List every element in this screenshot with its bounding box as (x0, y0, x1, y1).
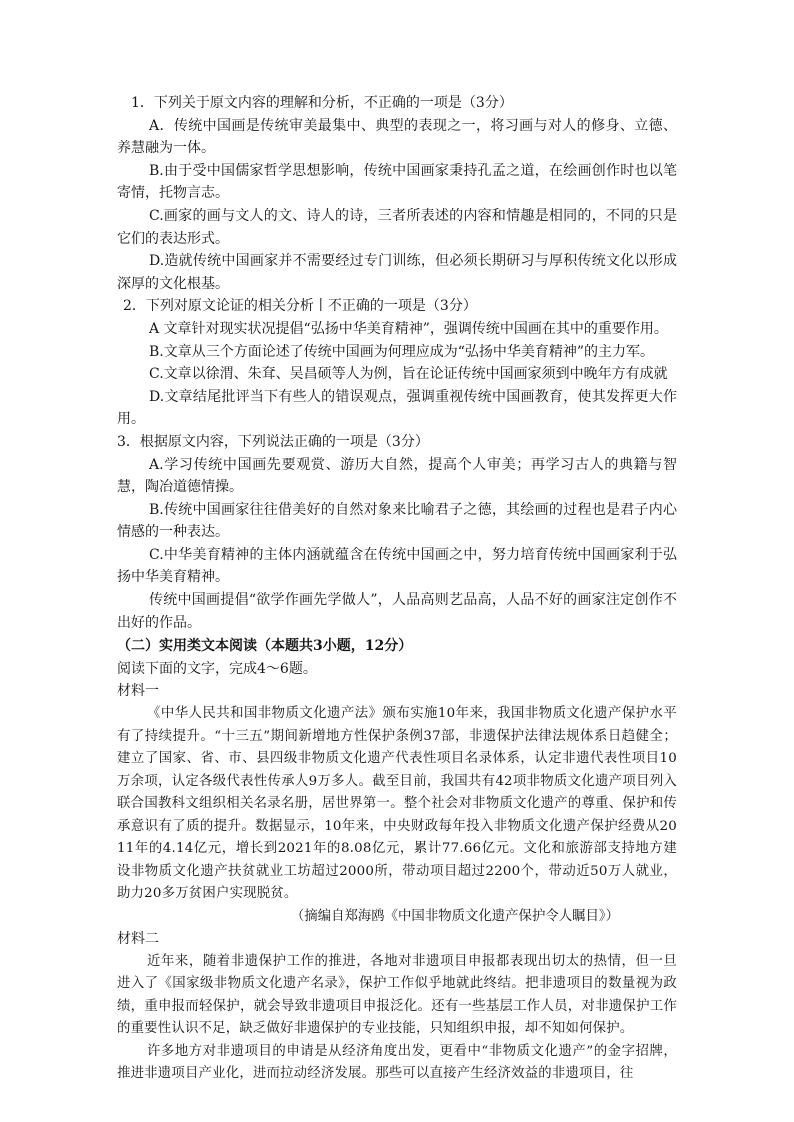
material-2-paragraph-2: 许多地方对非遗项目的申请是从经济角度出发，更看中“非物质文化遗产”的金字招牌，推进非遗项目产业化，进而拉动经济发展。那些可以直接产生经济效益的非遗项目，往 (117, 1043, 677, 1082)
question-2-option-b: B.文章从三个方面论述了传统中国画为何理应成为“弘扬中华美育精神”的主力军。 (149, 343, 655, 360)
material-1-source: （摘编自郑海鸥《中国非物质文化遗产保护令人瞩目》） (290, 908, 619, 924)
question-2-option-d: D.文章结尾批评当下有些人的错误观点，强调重视传统中国画教育，使其发挥更大作用。 (117, 388, 677, 428)
question-3 (117, 431, 677, 634)
question-2-stem: 2．下列对原文论证的相关分析丨不正确的一项是（3分） (123, 298, 477, 315)
section-title: （二）实用类文本阅读（本题共3小题，12分） (117, 638, 413, 655)
question-3-option-b: B.传统中国画家往往借美好的自然对象来比喻君子之德，其绘画的过程也是君子内心情感的一种表达。 (117, 501, 677, 541)
question-1-option-b: B.由于受中国儒家哲学思想影响，传统中国画家秉持孔孟之道，在绘画创作时也以笔寄情，托物言志。 (117, 162, 677, 202)
page-content (117, 92, 677, 1086)
question-3-option-d: 传统中国画提倡“欲学作画先学做人”，人品高则艺品高，人品不好的画家注定创作不出好的作品。 (117, 592, 677, 631)
section-instruction: 阅读下面的文字，完成4～6题。 (117, 660, 317, 677)
question-2 (117, 295, 677, 431)
material-2-paragraph-1: 近年来，随着非遗保护工作的推进，各地对非遗项目申报都表现出切太的热情，但一旦进入了《国家级非物质文化遗产名录》，保护工作似乎地就此终结。把非遗项目的数量视为政绩，重申报而轻保护，就会导致非遗项目申报泛化。还有一些基层工作人员，对非遗保护工作的重要性认识不足，缺乏做好非遗保护的专业技能，只知组织申报，却不知如何保护。 (117, 953, 677, 1037)
question-1-option-a: A．传统中国画是传统审美最集中、典型的表现之一，将习画与对人的修身、立德、养慧融为一体。 (117, 117, 677, 157)
question-1-option-d: D.造就传统中国画家并不需要经过专门训练，但必须长期研习与厚积传统文化以形成深厚的文化根基。 (117, 253, 677, 292)
question-3-option-c: C.中华美育精神的主体内涵就蕴含在传统中国画之中，努力培育传统中国画家利于弘扬中华美育精神。 (117, 546, 677, 586)
question-1 (117, 92, 677, 295)
question-1-option-c: C.画家的画与文人的文、诗人的诗，三者所表述的内容和情趣是相同的，不同的只是它们的表达形式。 (117, 207, 677, 247)
question-2-option-c: C.文章以徐渭、朱耷、吴昌硕等人为例，旨在论证传统中国画家须到中晚年方有成就 (149, 366, 668, 383)
material-1-text: 《中华人民共和国非物质文化遗产法》颁布实施10年来，我国非物质文化遗产保护水平有了持续提升。“十三五”期间新增地方性保护条例37部，非遗保护法律法规体系日趋健全；建立了国家、省、市、县四级非物质文化遗产代表性项目名录体系，认定非遗代表性项目10万余项，认定各级代表性传承人9万多人。截至目前，我国共有42项非物质文化遗产项目列入联合国教科文组织相关名录名册，居世界第一。整个社会对非物质文化遗产的尊重、保护和传承意识有了质的提升。数据显示，10年来，中央财政每年投入非物质文化遗产保护经费从2011年的4.14亿元，增长到2021年的8.08亿元，累计77.66亿元。文化和旅游部支持地方建设非物质文化遗产扶贫就业工坊超过2000所，带动项目超过2200个，带动近50万人就业，助力20多万贫困户实现脱贫。 (117, 706, 677, 902)
question-1-stem: 1．下列关于原文内容的理解和分析，不正确的一项是（3分） (131, 95, 513, 111)
material-1-label: 材料一 (117, 683, 159, 700)
material-2-label: 材料二 (117, 931, 159, 948)
question-2-option-a: A 文章针对现实状况提倡“弘扬中华美育精神”，强调传统中国画在其中的重要作用。 (149, 320, 668, 337)
question-3-stem: 3．根据原文内容，下列说法正确的一项是（3分） (117, 433, 429, 450)
question-3-option-a: A.学习传统中国画先要观赏、游历大自然，提高个人审美；再学习古人的典籍与智慧，陶冶道德情操。 (117, 456, 677, 496)
